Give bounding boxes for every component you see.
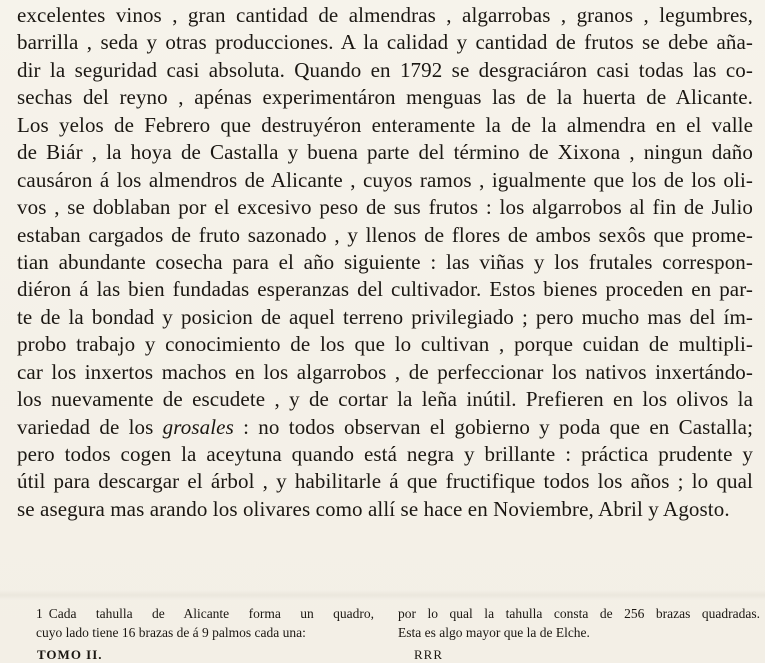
- text-line-with-italic: [17, 414, 753, 441]
- text-line: los nuevamente de escudete , y de cortar la leña inútil. Prefieren en los olivos la: [17, 387, 753, 412]
- text-line: probo trabajo y conocimiento de los que lo cultivan , porque cuidan de multipli-: [17, 332, 753, 357]
- text-line: de Biár , la hoya de Castalla y buena parte del término de Xixona , ningun daño: [17, 140, 753, 165]
- footnote-line: cuyo lado tiene 16 brazas de á 9 palmos cada una:: [36, 625, 306, 640]
- text-line: te de la bondad y posicion de aquel terreno privilegiado ; pero mucho mas del ím-: [17, 304, 753, 329]
- italic-term: grosales: [162, 414, 234, 439]
- text-line: pero todos cogen la aceytuna quando está negra y brillante : práctica prudente y: [17, 442, 753, 466]
- footnote-line: Esta es algo mayor que la de Elche.: [398, 625, 590, 640]
- footnote-line: por lo qual la tahulla consta de 256 brazas quadradas.: [398, 606, 760, 621]
- footnote-right-column: [398, 604, 760, 642]
- text-line: Los yelos de Febrero que destruyéron enteramente la de la almendra en el valle: [17, 112, 753, 137]
- text-run: variedad de los: [17, 414, 163, 439]
- footnote-number: 1: [36, 606, 43, 621]
- text-line: tian abundante cosecha para el año siguiente : las viñas y los frutales correspon-: [17, 249, 753, 274]
- text-line: barrilla , seda y otras producciones. A la calidad y cantidad de frutos se debe aña-: [17, 30, 753, 55]
- signature-mark: RRR: [414, 647, 444, 662]
- footnote-line: [36, 604, 374, 623]
- volume-label: TOMO II.: [37, 647, 103, 662]
- text-line: causáron á los almendros de Alicante , cuyos ramos , igualmente que los de los oli-: [17, 167, 753, 192]
- text-run: : no todos observan el gobierno y poda que en Castalla;: [233, 414, 754, 439]
- text-line: excelentes vinos , gran cantidad de almendras , algarrobas , granos , legumbres,: [17, 3, 753, 27]
- body-paragraph: [17, 2, 753, 523]
- text-line: se asegura mas arando los olivares como allí se hace en Noviembre, Abril y Agosto.: [17, 496, 730, 521]
- text-line: car los inxertos machos en los algarrobos , de perfeccionar los nativos inxertándo-: [17, 359, 753, 384]
- text-line: estaban cargados de fruto sazonado , y llenos de flores de ambos sexôs que prome-: [17, 222, 753, 247]
- text-line: vos , se doblaban por el excesivo peso de sus frutos : los algarrobos al fin de Julio: [17, 195, 753, 220]
- text-line: sechas del reyno , apénas experimentáron menguas las de la huerta de Alicante.: [17, 85, 753, 110]
- footnote-left-column: [36, 604, 374, 642]
- text-line: diéron á las bien fundadas esperanzas del cultivador. Estos bienes proceden en par-: [17, 277, 753, 302]
- text-line: dir la seguridad casi absoluta. Quando en 1792 se desgraciáron casi todas las co-: [17, 57, 753, 82]
- page-shadow-band: [0, 590, 765, 600]
- text-line: útil para descargar el árbol , y habilitarle á que fructifique todos los años ; lo qual: [17, 469, 753, 494]
- footnote-text: Cada tahulla de Alicante forma un quadro,: [48, 606, 374, 621]
